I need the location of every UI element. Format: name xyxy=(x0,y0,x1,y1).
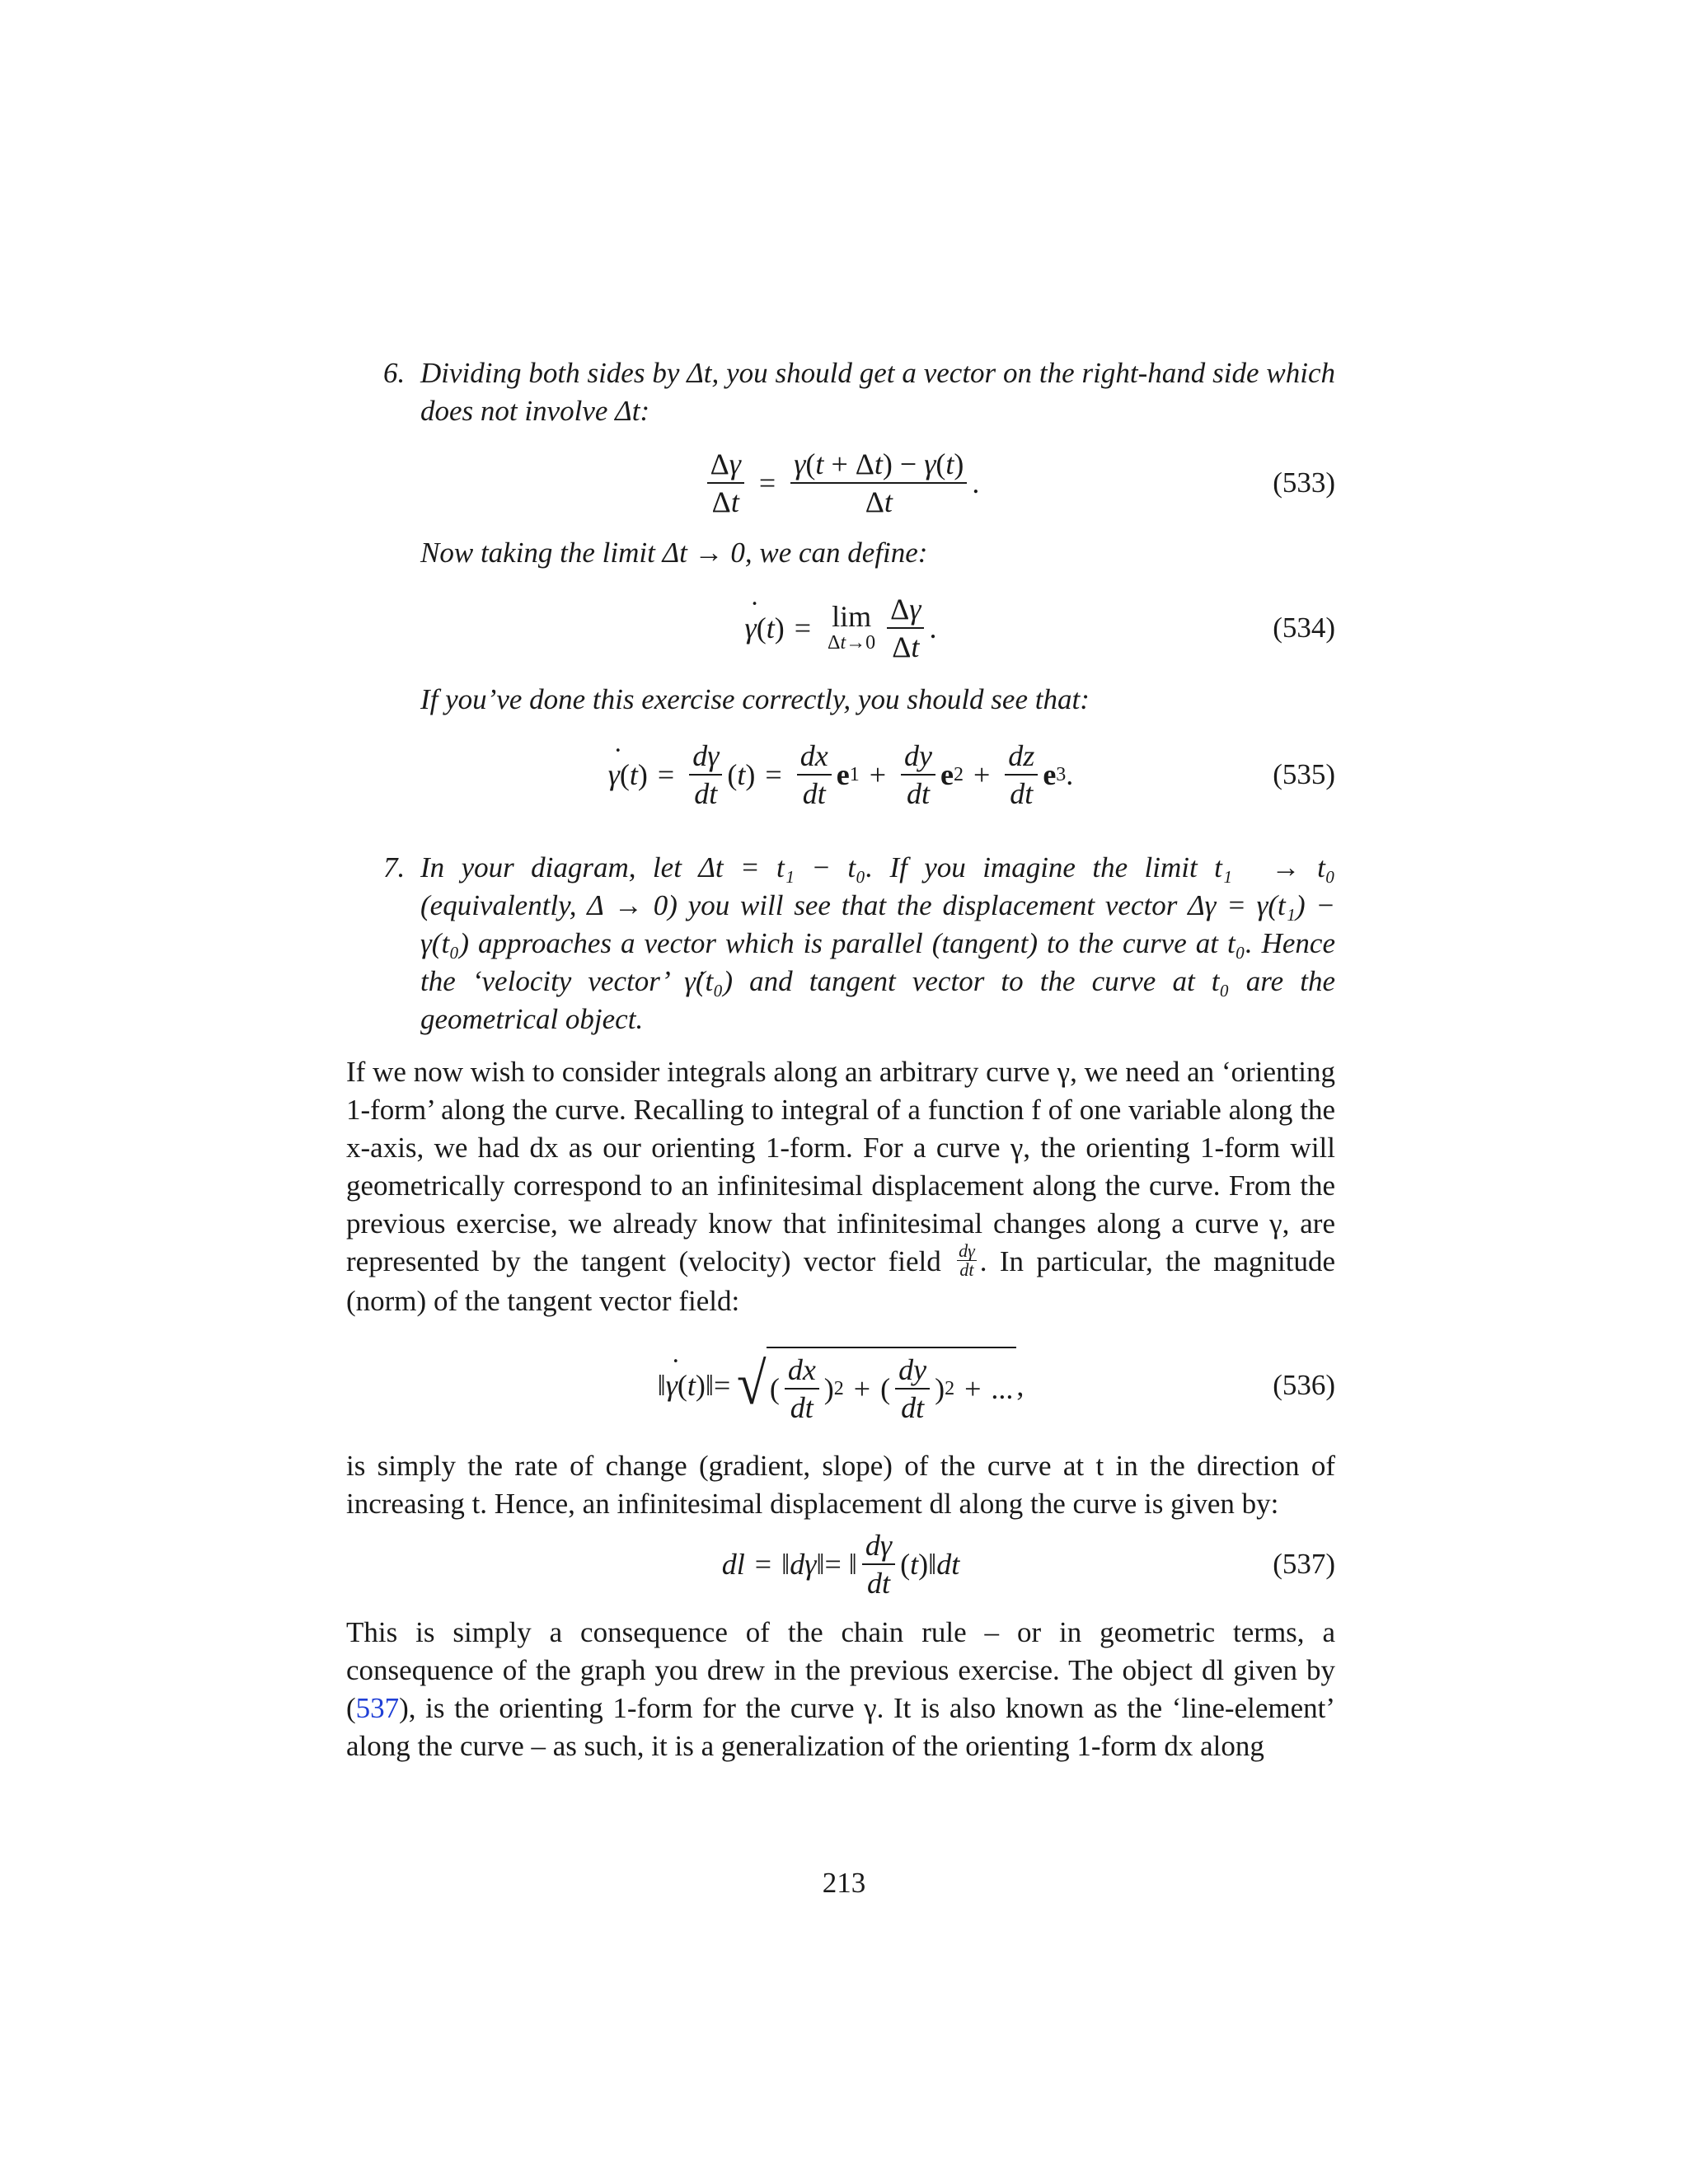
equation-number: (537) xyxy=(1273,1548,1335,1581)
item-number: 6. xyxy=(383,357,406,389)
equation-534-math: ˙ γ ( t ) = lim Δt→0 $\frac{\Delta\gamma}{\Delta t}$ . xyxy=(745,593,937,663)
paragraph-1 xyxy=(346,1053,1335,1320)
paragraph-3-text-b: ), is the orienting 1-form for the curve γ. It is also known as the ‘line-element’ along the curve – as such, it is a generalization of the orienting 1-form dx along xyxy=(346,1692,1335,1763)
equation-536 xyxy=(346,1332,1335,1439)
paragraph-1-text-a: If we now wish to consider integrals along an arbitrary curve γ, we need an ‘orienting 1-form’ along the curve. Recalling to integral of a function f of one variable along the x-axis, we had dx as our orienting 1-form. For a curve γ, the orienting 1-form will geometrically correspond to an infinitesimal displacement along the curve. From the previous exercise, we already know that infinitesimal changes along a curve γ, are represented by the tangent (velocity) vector field xyxy=(346,1056,1335,1277)
inline-fraction-dgamma-dt: $\frac{d\gamma}{dt}$ xyxy=(959,1240,975,1281)
paragraph-2-text: is simply the rate of change (gradient, slope) of the curve at t in the direction of increasing t. Hence, an infinitesimal displacement dl along the curve is given by: xyxy=(346,1450,1335,1521)
item-6-text-2: Now taking the limit Δt → 0, we can define: xyxy=(420,537,928,569)
equation-537-math: dl = ‖ dγ ‖= ‖ $\frac{d\gamma}{dt}$ ( t )‖ dt xyxy=(721,1529,960,1601)
equation-535 xyxy=(346,725,1335,824)
equation-533 xyxy=(346,437,1335,529)
equation-534 xyxy=(346,579,1335,677)
paragraph-3 xyxy=(346,1614,1335,1765)
equation-537 xyxy=(346,1523,1335,1605)
item-body xyxy=(420,849,1335,1038)
page-content xyxy=(346,354,1335,1765)
paragraph-2 xyxy=(346,1447,1335,1523)
item-number: 7. xyxy=(383,851,406,883)
equation-number: (536) xyxy=(1273,1369,1335,1402)
list-item-6 xyxy=(346,354,1335,824)
equation-536-math: ‖ ˙ γ ( t )‖= √ ( $\frac{dx}{dt}$ ) 2 + ( $\frac{dy}{dt}$ ) 2 + ... , xyxy=(658,1347,1025,1424)
equation-reference-link[interactable]: 537 xyxy=(355,1692,400,1725)
item-6-text-3: If you’ve done this exercise correctly, you should see that: xyxy=(420,683,1090,715)
equation-533-math: $\frac{\Delta\gamma}{\Delta t}$ = $\frac{\gamma(t + \Delta t) - \gamma(t)}{\Delta t}$ . xyxy=(702,448,980,518)
paragraph-3-text-a: This is simply a consequence of the chain rule – or in geometric terms, a consequence of the graph you drew in the previous exercise. The object dl given by ( xyxy=(346,1616,1335,1725)
item-7-text: In your diagram, let Δt = t₁ − t₀. If you imagine the limit t₁ ⃗→ t₀ (equivalently, Δ → 0) you will see that the displacement vector Δγ = γ(t₁) − γ(t₀) approaches a vector which is parallel (tangent) to the curve at t₀. Hence the ‘velocity vector’ γ̇(t₀) and tangent vector to the curve at t₀ are the geometrical object. xyxy=(420,851,1335,1035)
equation-number: (534) xyxy=(1273,612,1335,644)
paragraph-1-text-b: . In particular, the magnitude (norm) of the tangent vector field: xyxy=(346,1245,1335,1318)
item-6-text-1: Dividing both sides by Δt, you should get a vector on the right-hand side which does not involve Δt: xyxy=(420,357,1335,427)
equation-number: (535) xyxy=(1273,758,1335,790)
equation-number: (533) xyxy=(1273,466,1335,499)
equation-535-math: ˙ γ ( t ) = $\frac{d\gamma}{dt}$ ( t ) = $\frac{dx}{dt}$ e 1 + $\frac{dy}{dt}$ e 2 + $\frac{dz}{dt}$ e 3 . xyxy=(608,739,1074,810)
list-item-7 xyxy=(346,849,1335,1038)
item-body xyxy=(420,354,1335,824)
page-number: 213 xyxy=(822,1867,866,1899)
